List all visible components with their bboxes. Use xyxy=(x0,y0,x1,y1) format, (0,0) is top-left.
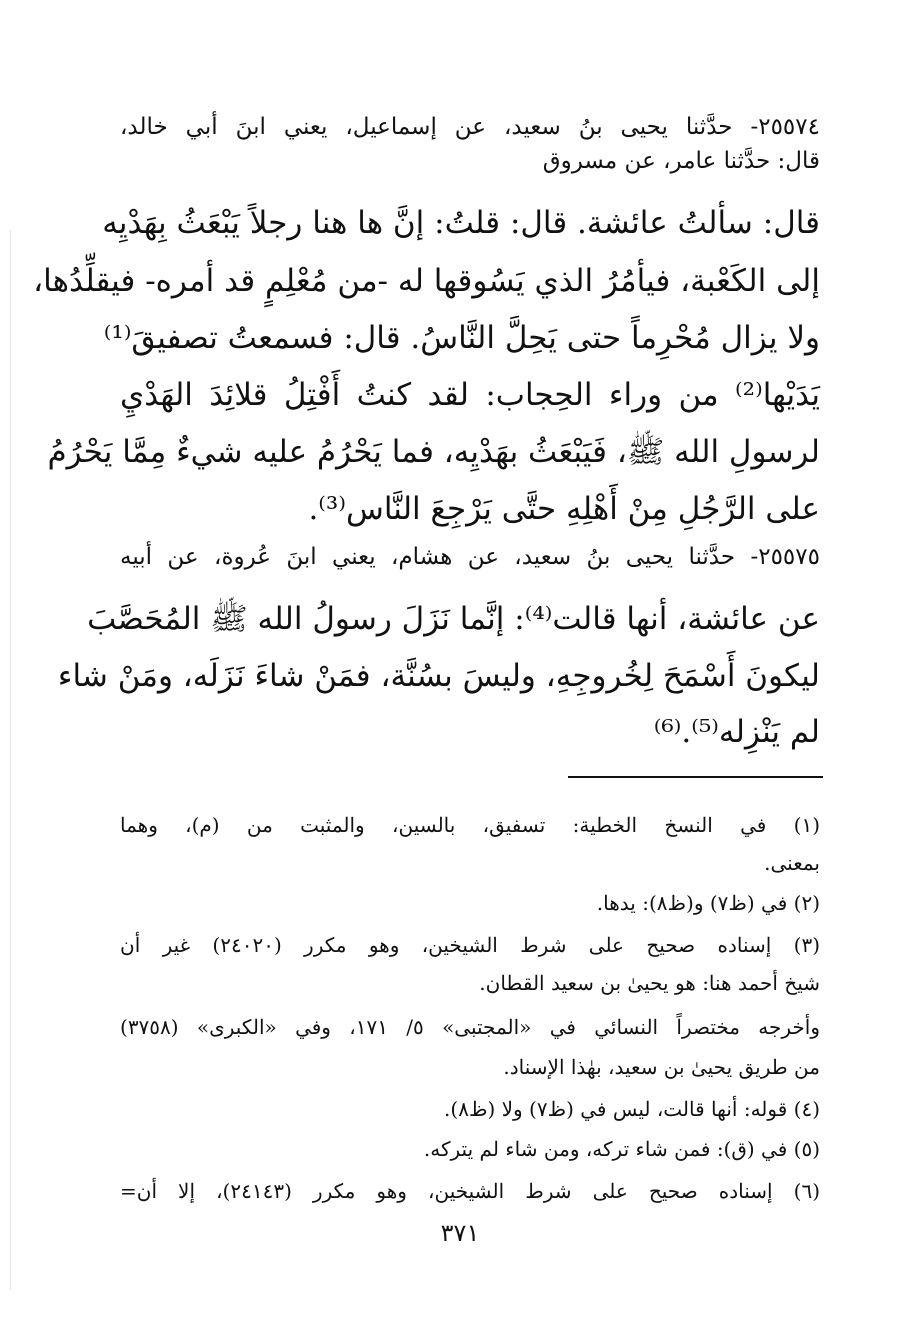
hadith-25575-isnad-line-1: ٢٥٥٧٥- حدَّثنا يحيى بنُ سعيد، عن هشام، يعني ابنَ عُروة، عن أبيه xyxy=(120,544,820,570)
footnote-1-line-1: (١) في النسخ الخطية: تسفيق، بالسين، والمثبت من (م)، وهما xyxy=(120,813,820,837)
hadith-25574-matn-line-4: يَدَيْها⁽²⁾ من وراء الحِجاب: لقد كنتُ أَفْتِلُ قلائِدَ الهَدْيِ xyxy=(120,377,820,413)
footnote-3-line-4: من طريق يحيىٰ بن سعيد، بهٰذا الإسناد. xyxy=(503,1055,820,1079)
hadith-25575-matn-line-3: لم يَنْزِله⁽⁵⁾.⁽⁶⁾ xyxy=(653,714,820,750)
footnote-2: (٢) في (ظ٧) و(ظ٨): يدها. xyxy=(596,891,820,915)
page-number: ٣٧١ xyxy=(440,1219,480,1247)
hadith-25574-isnad-line-2: قال: حدَّثنا عامر، عن مسروق xyxy=(542,148,820,174)
footnote-separator xyxy=(568,776,823,778)
footnote-3-line-1: (٣) إسناده صحيح على شرط الشيخين، وهو مكرر (٢٤٠٢٠) غير أن xyxy=(120,933,820,957)
footnote-6-line-1: (٦) إسناده صحيح على شرط الشيخين، وهو مكرر (٢٤١٤٣)، إلا أن= xyxy=(120,1179,820,1203)
hadith-25574-matn-line-1: قال: سألتُ عائشة. قال: قلتُ: إنَّ ها هنا رجلاً يَبْعَثُ بِهَدْيِه xyxy=(102,205,820,241)
hadith-25574-matn-line-6: على الرَّجُلِ مِنْ أَهْلِهِ حتَّى يَرْجِعَ النَّاس⁽³⁾. xyxy=(308,491,820,527)
hadith-25575-matn-line-1: عن عائشة، أنها قالت⁽⁴⁾: إنَّما نَزَلَ رسولُ الله ﷺ المُحَصَّبَ xyxy=(87,601,820,637)
hadith-25574-matn-line-2: إلى الكَعْبة، فيأمُرُ الذي يَسُوقها له -من مُعْلِمٍ قد أمره- فيقلِّدُها، xyxy=(33,263,820,299)
page-edge-shadow xyxy=(10,230,11,1290)
footnote-3-line-3: وأخرجه مختصراً النسائي في «المجتبى» ٥/ ١٧١، وفي «الكبرى» (٣٧٥٨) xyxy=(120,1015,820,1039)
hadith-25574-isnad-line-1: ٢٥٥٧٤- حدَّثنا يحيى بنُ سعيد، عن إسماعيل، يعني ابنَ أبي خالد، xyxy=(120,114,820,140)
hadith-25574-matn-line-3: ولا يزال مُحْرِماً حتى يَحِلَّ النَّاسُ. قال: فسمعتُ تصفيقَ⁽¹⁾ xyxy=(103,320,820,356)
footnote-1-line-2: بمعنى. xyxy=(764,851,820,875)
footnote-5: (٥) في (ق): فمن شاء تركه، ومن شاء لم يتركه. xyxy=(423,1137,820,1161)
footnote-3-line-2: شيخ أحمد هنا: هو يحيىٰ بن سعيد القطان. xyxy=(479,971,820,995)
hadith-25574-matn-line-5: لرسولِ الله ﷺ، فَيَبْعَثُ بهَدْيِه، فما يَحْرُمُ عليه شيءٌ مِمَّا يَحْرُمُ xyxy=(47,434,820,470)
footnote-4: (٤) قوله: أنها قالت، ليس في (ظ٧) ولا (ظ٨). xyxy=(444,1097,820,1121)
hadith-25575-matn-line-2: ليكونَ أَسْمَحَ لِخُروجِهِ، وليسَ بسُنَّة، فمَنْ شاءَ نَزَلَه، ومَنْ شاء xyxy=(57,658,820,694)
